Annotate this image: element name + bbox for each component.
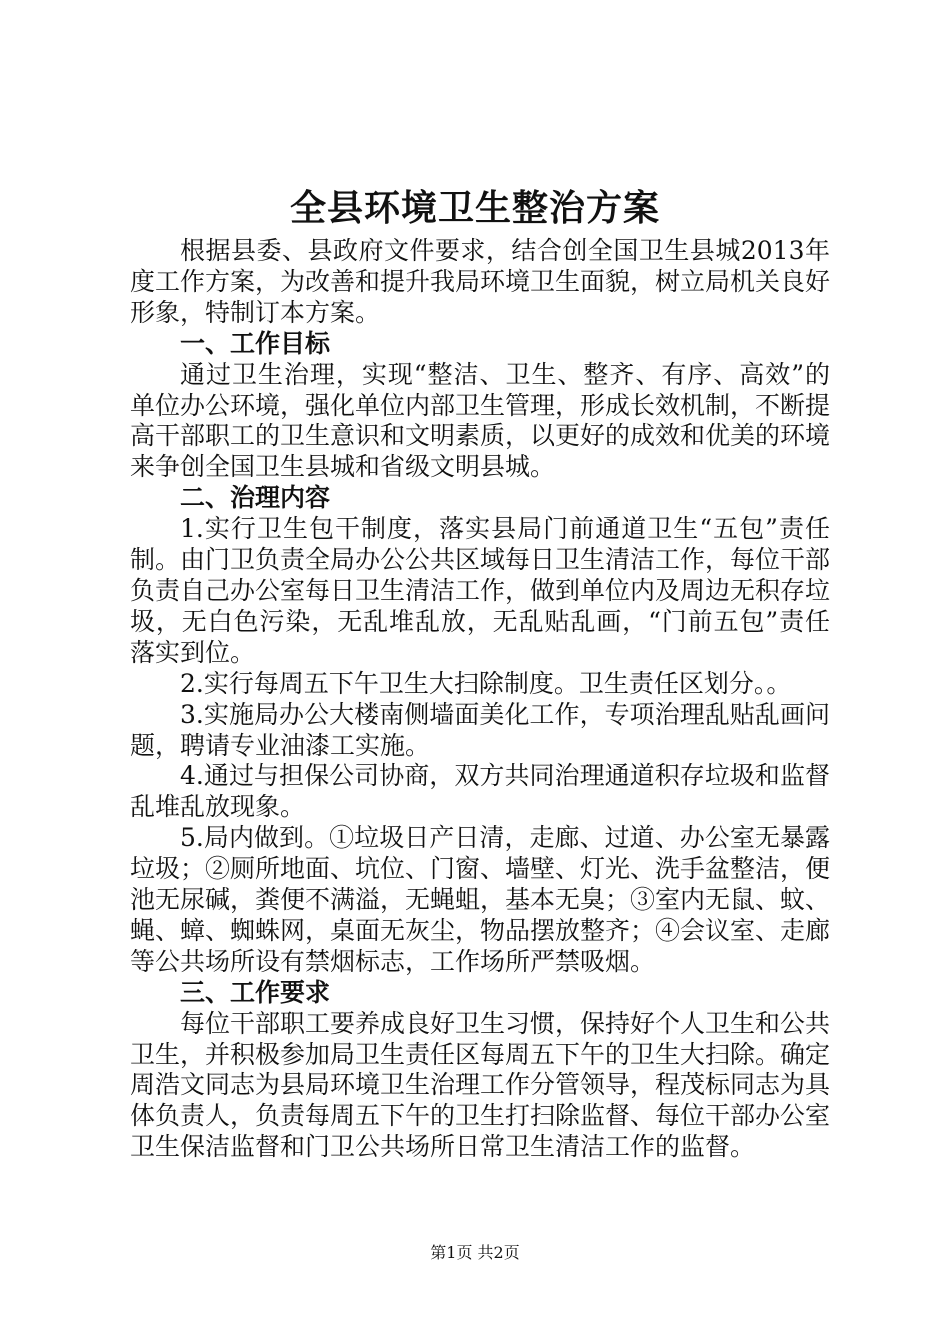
intro-paragraph: 根据县委、县政府文件要求，结合创全国卫生县城2013年度工作方案，为改善和提升我局环境卫生面貌，树立局机关良好形象，特制订本方案。 [130,236,831,327]
content-item: 4.通过与担保公司协商，双方共同治理通道积存垃圾和监督乱堆乱放现象。 [130,761,830,822]
section-heading-content: 二、治理内容 [180,483,331,513]
content-item: 5.局内做到。①垃圾日产日清，走廊、过道、办公室无暴露垃圾；②厕所地面、坑位、门窗、墙壁、灯光、洗手盆整洁，便池无尿碱，粪便不满溢，无蝇蛆，基本无臭；③室内无鼠、蚊、蝇、蟑、蜘蛛网，桌面无灰尘，物品摆放整齐；④会议室、走廊等公共场所设有禁烟标志，工作场所严禁吸烟。 [130,823,831,976]
section-heading-goals: 一、工作目标 [180,328,331,358]
section-heading-requirements: 三、工作要求 [180,977,331,1007]
goals-paragraph: 通过卫生治理，实现“整洁、卫生、整齐、有序、高效”的单位办公环境，强化单位内部卫生管理，形成长效机制，不断提高干部职工的卫生意识和文明素质，以更好的成效和优美的环境来争创全国卫生县城和省级文明县城。 [130,359,831,482]
requirements-paragraph: 每位干部职工要养成良好卫生习惯，保持好个人卫生和公共卫生，并积极参加局卫生责任区每周五下午的卫生大扫除。确定周浩文同志为县局环境卫生治理工作分管领导，程茂标同志为具体负责人，负责每周五下午的卫生打扫除监督、每位干部办公室卫生保洁监督和门卫公共场所日常卫生清洁工作的监督。 [130,1008,831,1162]
content-item: 3.实施局办公大楼南侧墙面美化工作，专项治理乱贴乱画问题，聘请专业油漆工实施。 [130,699,830,760]
page-title: 全县环境卫生整治方案 [289,188,660,229]
content-item: 1.实行卫生包干制度，落实县局门前通道卫生“五包”责任制。由门卫负责全局办公公共区域每日卫生清洁工作，每位干部负责自己办公室每日卫生清洁工作，做到单位内及周边无积存垃圾，无白色污染，无乱堆乱放，无乱贴乱画，“门前五包”责任落实到位。 [130,514,831,667]
content-item: 2.实行每周五下午卫生大扫除制度。卫生责任区划分。。 [180,668,792,698]
page-footer: 第1页 共2页 [430,1243,520,1262]
document-body [130,236,830,1163]
